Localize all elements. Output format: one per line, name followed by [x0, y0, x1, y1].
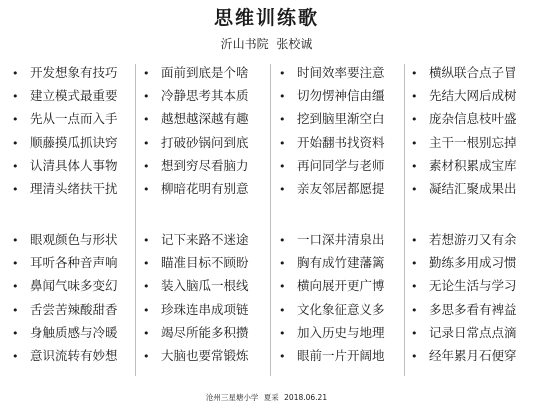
verse-line [411, 301, 517, 319]
verse-text: 胸有成竹建藩篱 [297, 255, 385, 271]
verse-text: 装入脑瓜一根线 [161, 278, 249, 294]
verse-line [279, 231, 385, 249]
bullet-icon: • [12, 183, 19, 196]
verse-text: 无论生活与学习 [429, 278, 517, 294]
bullet-icon: • [411, 280, 418, 294]
bullet-icon: • [143, 326, 150, 340]
bullet-icon: • [143, 90, 150, 104]
bullet-icon: • [12, 303, 19, 317]
verse-line [279, 324, 385, 342]
bullet-icon: • [12, 159, 19, 173]
verse-line [12, 64, 118, 82]
verse-text: 横向展开更广博 [297, 278, 385, 294]
verse-text: 竭尽所能多积攒 [161, 324, 249, 340]
verse-text: 先从一点而入手 [30, 111, 118, 127]
bullet-icon: • [279, 326, 286, 340]
bullet-icon: • [143, 159, 150, 173]
verse-text: 眼观颜色与形状 [30, 232, 118, 247]
verse-line [279, 87, 385, 105]
verse-line [12, 180, 118, 198]
verse-text: 凝结汇聚成果出 [429, 181, 517, 196]
verse-text: 柳暗花明有别意 [161, 181, 249, 196]
verse-text: 珍珠连串成项链 [161, 301, 249, 317]
verse-text: 先结大网后成树 [429, 88, 517, 104]
verse-text: 大脑也要常锻炼 [161, 348, 249, 363]
page-title: 思维训练歌 [213, 7, 319, 29]
verse-text: 认清具体人事物 [30, 157, 118, 173]
verse-text: 打破砂锅问到底 [161, 134, 249, 150]
verse-line [143, 180, 249, 198]
bullet-icon: • [279, 183, 286, 196]
verse-line [411, 134, 517, 152]
verse-line [143, 134, 249, 152]
verse-text: 主干一根别忘掉 [429, 134, 517, 150]
bullet-icon: • [411, 326, 418, 340]
verse-line [143, 301, 249, 319]
bullet-icon: • [279, 159, 286, 173]
verse-text: 耳听各种音声响 [30, 255, 118, 271]
verse-text: 越想越深越有趣 [161, 111, 249, 127]
bullet-icon: • [12, 326, 19, 340]
verse-text: 素材积累成宝库 [429, 157, 517, 173]
bullet-icon: • [12, 350, 19, 363]
bullet-icon: • [279, 234, 286, 247]
verse-line [143, 277, 249, 295]
verse-line [279, 134, 385, 152]
verse-line [411, 64, 517, 82]
verse-text: 多思多看有裨益 [429, 301, 517, 317]
verse-text: 鼻闻气味多变幻 [30, 278, 118, 294]
verse-line [411, 231, 517, 249]
verse-text: 身触质感与冷暖 [30, 324, 118, 340]
verse-line [143, 64, 249, 82]
verse-text: 文化象征意义多 [297, 301, 385, 317]
bullet-icon: • [143, 280, 150, 294]
verse-line [411, 180, 517, 198]
bullet-icon: • [143, 303, 150, 317]
verse-line [12, 231, 118, 249]
bullet-icon: • [411, 113, 418, 127]
verse-line [12, 134, 118, 152]
verse-text: 若想游刃又有余 [429, 232, 517, 247]
verse-line [143, 87, 249, 105]
bullet-icon: • [411, 303, 418, 317]
bullet-icon: • [279, 136, 286, 150]
bullet-icon: • [279, 280, 286, 294]
verse-line [411, 254, 517, 272]
bullet-icon: • [411, 183, 418, 196]
bullet-icon: • [279, 350, 286, 363]
verse-text: 一口深井清泉出 [297, 232, 385, 247]
bullet-icon: • [143, 257, 150, 271]
verse-line [279, 301, 385, 319]
bullet-icon: • [143, 350, 150, 363]
verse-text: 建立模式最重要 [30, 88, 118, 104]
bullet-icon: • [279, 67, 286, 80]
verse-text: 经年累月石便穿 [429, 348, 517, 363]
verse-text: 想到穷尽看脑力 [161, 157, 249, 173]
verse-line [12, 277, 118, 295]
verse-line [411, 110, 517, 128]
bullet-icon: • [411, 350, 418, 363]
bullet-icon: • [143, 67, 150, 80]
verse-text: 再问同学与老师 [297, 157, 385, 173]
bullet-icon: • [143, 234, 150, 247]
verse-line [143, 231, 249, 249]
verse-line [411, 347, 517, 365]
verse-text: 勤练多用成习惯 [429, 255, 517, 271]
verse-line [279, 277, 385, 295]
verse-line [279, 180, 385, 198]
bullet-icon: • [143, 136, 150, 150]
verse-text: 开始翻书找资料 [297, 134, 385, 150]
verse-text: 开发想象有技巧 [30, 65, 118, 80]
bullet-icon: • [12, 113, 19, 127]
verse-text: 舌尝苦辣酸甜香 [30, 301, 118, 317]
verse-line [143, 324, 249, 342]
verse-text: 挖到脑里渐空白 [297, 111, 385, 127]
bullet-icon: • [411, 159, 418, 173]
bullet-icon: • [279, 90, 286, 104]
bullet-icon: • [411, 257, 418, 271]
footer-credit: 沧州三星塘小学 夏采 2018.06.21 [205, 393, 328, 402]
verse-line [12, 157, 118, 175]
verse-line [143, 347, 249, 365]
verse-text: 顺藤摸瓜抓诀窍 [30, 134, 118, 150]
verse-line [143, 110, 249, 128]
verse-text: 记录日常点点滴 [429, 324, 517, 340]
verse-text: 切勿愣神信由缰 [297, 88, 385, 104]
verse-text: 亲友邻居都愿提 [297, 181, 385, 196]
verse-line [12, 301, 118, 319]
bullet-icon: • [12, 90, 19, 104]
bullet-icon: • [411, 67, 418, 80]
bullet-icon: • [279, 303, 286, 317]
verse-text: 冷静思考其本质 [161, 88, 249, 104]
verse-line [279, 110, 385, 128]
author-line: 沂山书院 张校诚 [220, 37, 313, 51]
verse-text: 眼前一片开阔地 [297, 348, 385, 363]
verse-line [411, 157, 517, 175]
verse-text: 横纵联合点子冒 [429, 65, 517, 80]
verse-text: 瞄准目标不顾盼 [161, 255, 249, 271]
column-divider [270, 64, 271, 376]
verse-text: 意识流转有妙想 [30, 348, 118, 363]
verse-text: 庞杂信息枝叶盛 [429, 111, 517, 127]
bullet-icon: • [279, 113, 286, 127]
bullet-icon: • [12, 280, 19, 294]
bullet-icon: • [411, 90, 418, 104]
verse-text: 加入历史与地理 [297, 324, 385, 340]
bullet-icon: • [279, 257, 286, 271]
verse-line [12, 347, 118, 365]
bullet-icon: • [143, 113, 150, 127]
verse-text: 理清头绪扶干扰 [30, 181, 118, 196]
bullet-icon: • [12, 67, 19, 80]
verse-line [143, 254, 249, 272]
verse-text: 时间效率要注意 [297, 65, 385, 80]
bullet-icon: • [143, 183, 150, 196]
verse-line [411, 324, 517, 342]
verse-line [12, 110, 118, 128]
bullet-icon: • [411, 136, 418, 150]
verse-line [411, 277, 517, 295]
column-divider [404, 64, 405, 376]
bullet-icon: • [12, 136, 19, 150]
verse-line [279, 64, 385, 82]
verse-line [279, 157, 385, 175]
bullet-icon: • [12, 257, 19, 271]
verse-line [411, 87, 517, 105]
verse-line [12, 324, 118, 342]
verse-line [143, 157, 249, 175]
verse-line [12, 87, 118, 105]
verse-text: 记下来路不迷途 [161, 232, 249, 247]
verse-text: 面前到底是个啥 [161, 65, 249, 80]
verse-line [12, 254, 118, 272]
bullet-icon: • [12, 234, 19, 247]
bullet-icon: • [411, 234, 418, 247]
column-divider [135, 64, 136, 376]
verse-line [279, 254, 385, 272]
verse-line [279, 347, 385, 365]
